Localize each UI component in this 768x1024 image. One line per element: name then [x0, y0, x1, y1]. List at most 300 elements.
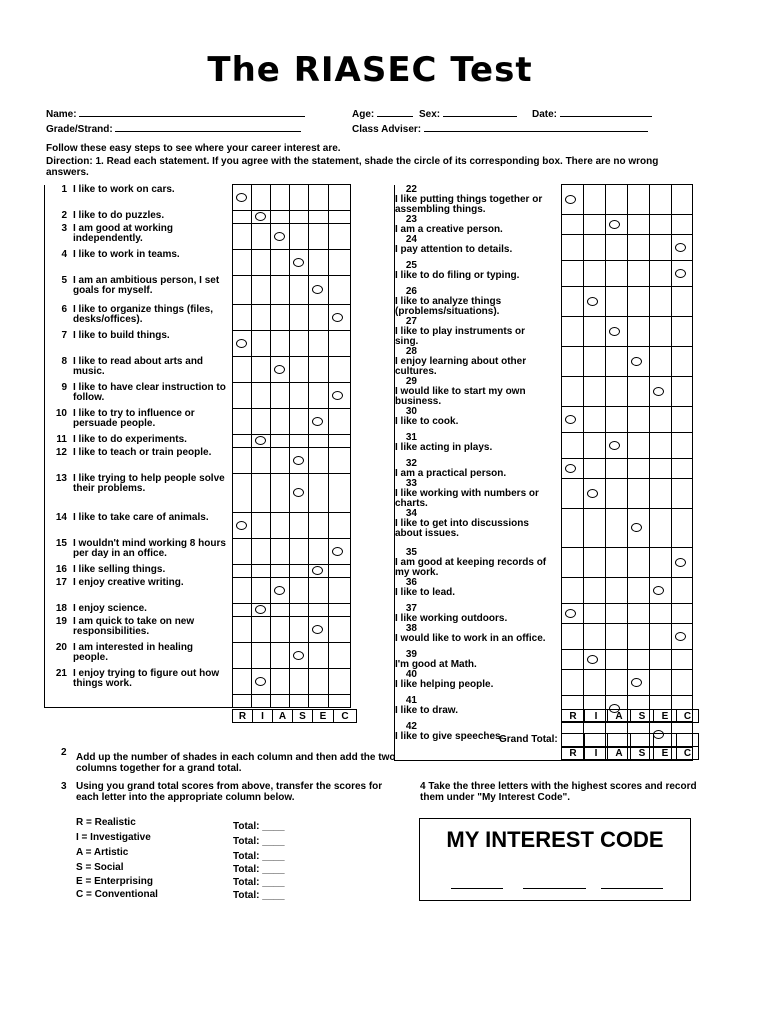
question-number: 29	[405, 375, 417, 387]
answer-box-c	[672, 287, 693, 317]
page-title: The RIASEC Test	[207, 50, 533, 90]
answer-box-s	[290, 224, 309, 250]
answer-circle[interactable]	[255, 677, 266, 686]
answer-circle[interactable]	[236, 521, 247, 530]
answer-box-i	[584, 215, 606, 235]
question-number: 14	[55, 511, 67, 523]
date-label: Date:	[532, 109, 558, 120]
grand-total-box-c[interactable]	[677, 734, 699, 747]
interest-code-blank-2[interactable]	[523, 887, 586, 889]
left-letter-i: I	[253, 710, 273, 723]
left-question-table	[44, 184, 351, 708]
right-letter-a: A	[608, 710, 631, 723]
name-field[interactable]	[46, 107, 305, 120]
grand-total-letter-e: E	[654, 747, 677, 760]
answer-box-a	[606, 433, 628, 459]
interest-code-blank-1[interactable]	[451, 887, 503, 889]
answer-box-a	[606, 287, 628, 317]
answer-box-e	[309, 331, 329, 357]
question-number: 42	[405, 720, 417, 732]
answer-box-s	[628, 509, 650, 548]
answer-circle[interactable]	[236, 339, 247, 348]
answer-box-c	[672, 578, 693, 604]
answer-box-s	[628, 347, 650, 377]
answer-box-s	[628, 433, 650, 459]
legend-total[interactable]: Total: ____	[233, 836, 285, 847]
answer-box-s	[628, 650, 650, 670]
answer-box-e	[309, 513, 329, 539]
grade-field[interactable]	[46, 122, 301, 135]
answer-box-s	[628, 235, 650, 261]
answer-box-e	[309, 604, 329, 617]
answer-box-i	[584, 604, 606, 624]
answer-circle[interactable]	[255, 436, 266, 445]
sex-line	[443, 107, 517, 117]
answer-circle[interactable]	[609, 327, 620, 336]
answer-box-r	[562, 459, 584, 479]
adviser-field[interactable]	[352, 122, 648, 135]
answer-box-a	[606, 215, 628, 235]
instructions-direction: Direction: 1. Read each statement. If you agree with the statement, shade the circle of its corresponding box. There are no wrong answers.	[46, 156, 659, 178]
answer-box-s	[290, 331, 309, 357]
question-cell	[395, 578, 562, 604]
question-cell	[395, 479, 562, 509]
answer-circle[interactable]	[255, 212, 266, 221]
answer-circle[interactable]	[312, 566, 323, 575]
answer-box-i	[252, 578, 271, 604]
question-text: I am good at keeping records of my work.	[395, 556, 547, 578]
answer-box-s	[290, 474, 309, 513]
question-cell	[45, 578, 233, 604]
left-letter-a: A	[273, 710, 293, 723]
question-text: I like to teach or train people.	[73, 446, 212, 458]
grand-total-letter-a: A	[608, 747, 631, 760]
answer-box-s	[290, 409, 309, 435]
question-text: I like to work in teams.	[73, 248, 180, 260]
answer-box-c	[672, 479, 693, 509]
age-field[interactable]	[352, 107, 413, 120]
legend-total[interactable]: Total: ____	[233, 890, 285, 901]
answer-circle[interactable]	[653, 387, 664, 396]
answer-box-i	[584, 235, 606, 261]
answer-box-s	[290, 250, 309, 276]
question-cell	[45, 513, 233, 539]
blank-box	[271, 695, 290, 708]
answer-box-r	[562, 185, 584, 215]
question-number: 13	[55, 472, 67, 484]
question-cell	[395, 317, 562, 347]
answer-box-s	[290, 185, 309, 211]
question-row	[45, 565, 351, 578]
legend-label: R = Realistic	[76, 817, 136, 828]
answer-box-r	[562, 261, 584, 287]
answer-box-s	[290, 357, 309, 383]
answer-box-r	[233, 224, 252, 250]
answer-box-i	[252, 513, 271, 539]
answer-box-r	[233, 617, 252, 643]
question-cell	[395, 604, 562, 624]
question-cell	[395, 185, 562, 215]
answer-box-r	[562, 377, 584, 407]
answer-circle[interactable]	[675, 558, 686, 567]
question-number: 36	[405, 576, 417, 588]
answer-box-i	[584, 433, 606, 459]
answer-box-e	[309, 185, 329, 211]
left-letter-e: E	[313, 710, 334, 723]
answer-box-s	[290, 539, 309, 565]
answer-box-a	[271, 250, 290, 276]
question-text: I like to organize things (files, desks/offices).	[73, 303, 214, 325]
answer-box-e	[650, 287, 672, 317]
question-text: I like to try to influence or persuade people.	[73, 407, 195, 429]
answer-box-c	[672, 377, 693, 407]
answer-box-r	[562, 624, 584, 650]
question-cell	[45, 250, 233, 276]
answer-circle[interactable]	[274, 365, 285, 374]
question-cell	[45, 669, 233, 695]
answer-circle[interactable]	[675, 243, 686, 252]
answer-box-c	[329, 435, 351, 448]
answer-box-i	[252, 409, 271, 435]
answer-circle[interactable]	[587, 489, 598, 498]
answer-box-s	[290, 578, 309, 604]
question-row	[45, 276, 351, 305]
answer-box-r	[233, 305, 252, 331]
answer-box-c	[329, 513, 351, 539]
answer-box-i	[584, 670, 606, 696]
step3-number: 3	[61, 781, 67, 792]
answer-box-r	[233, 513, 252, 539]
answer-box-r	[233, 669, 252, 695]
answer-box-i	[584, 287, 606, 317]
grand-total-box-s[interactable]	[631, 734, 654, 747]
answer-circle[interactable]	[312, 417, 323, 426]
answer-box-a	[271, 305, 290, 331]
question-cell	[45, 448, 233, 474]
answer-box-i	[584, 347, 606, 377]
question-number: 11	[56, 433, 67, 445]
answer-box-s	[290, 305, 309, 331]
answer-box-e	[650, 604, 672, 624]
sex-field[interactable]	[419, 107, 517, 120]
answer-box-i	[584, 185, 606, 215]
question-row	[395, 317, 693, 347]
answer-box-c	[329, 331, 351, 357]
question-text: I like to cook.	[395, 415, 459, 427]
answer-box-e	[309, 669, 329, 695]
answer-circle[interactable]	[631, 523, 642, 532]
answer-circle[interactable]	[609, 441, 620, 450]
answer-box-c	[329, 643, 351, 669]
legend-total[interactable]: Total: ____	[233, 821, 285, 832]
question-text: I like to have clear instruction to follow.	[73, 381, 226, 403]
question-cell	[45, 643, 233, 669]
answer-box-e	[309, 474, 329, 513]
answer-circle[interactable]	[293, 456, 304, 465]
answer-box-i	[584, 317, 606, 347]
answer-box-s	[628, 604, 650, 624]
answer-box-s	[628, 459, 650, 479]
answer-box-i	[252, 276, 271, 305]
answer-box-r	[233, 565, 252, 578]
answer-box-c	[329, 250, 351, 276]
answer-circle[interactable]	[675, 269, 686, 278]
question-text: I am good at working independently.	[73, 222, 174, 244]
answer-circle[interactable]	[312, 285, 323, 294]
legend-total[interactable]: Total: ____	[233, 864, 285, 875]
question-text: I like working with numbers or charts.	[395, 487, 539, 509]
question-text: I like to read about arts and music.	[73, 355, 204, 377]
answer-circle[interactable]	[565, 195, 576, 204]
interest-code-blank-3[interactable]	[601, 887, 663, 889]
question-cell	[395, 407, 562, 433]
answer-circle[interactable]	[675, 632, 686, 641]
question-number: 40	[405, 668, 417, 680]
question-text: I like selling things.	[73, 563, 166, 575]
answer-box-c	[329, 305, 351, 331]
answer-box-e	[309, 565, 329, 578]
answer-box-e	[650, 548, 672, 578]
answer-box-c	[329, 224, 351, 250]
answer-box-a	[606, 235, 628, 261]
answer-circle[interactable]	[565, 464, 576, 473]
question-text: I like to work on cars.	[73, 183, 175, 195]
question-cell	[395, 670, 562, 696]
blank-box	[329, 695, 351, 708]
step2-text: Add up the number of shades in each column and then add the two columns together for a grand total.	[76, 752, 396, 774]
answer-box-i	[252, 669, 271, 695]
answer-circle[interactable]	[609, 220, 620, 229]
answer-box-a	[606, 459, 628, 479]
answer-box-s	[290, 565, 309, 578]
question-text: I like acting in plays.	[395, 441, 493, 453]
answer-box-r	[562, 670, 584, 696]
grand-total-box-a[interactable]	[608, 734, 631, 747]
answer-box-e	[650, 459, 672, 479]
answer-box-c	[329, 185, 351, 211]
answer-box-i	[252, 357, 271, 383]
answer-box-r	[562, 548, 584, 578]
answer-box-i	[252, 643, 271, 669]
legend-label: I = Investigative	[76, 832, 151, 843]
answer-box-i	[584, 624, 606, 650]
question-text: I enjoy science.	[73, 602, 147, 614]
answer-box-e	[309, 578, 329, 604]
answer-box-r	[233, 185, 252, 211]
question-cell	[395, 235, 562, 261]
answer-circle[interactable]	[565, 415, 576, 424]
answer-box-c	[672, 215, 693, 235]
question-number: 18	[55, 602, 67, 614]
question-number: 24	[405, 233, 417, 245]
question-row	[45, 604, 351, 617]
answer-box-s	[290, 383, 309, 409]
answer-box-e	[309, 539, 329, 565]
answer-box-r	[233, 383, 252, 409]
answer-box-a	[271, 331, 290, 357]
answer-circle[interactable]	[274, 232, 285, 241]
answer-circle[interactable]	[565, 609, 576, 618]
adviser-label: Class Adviser:	[352, 124, 422, 135]
right-question-table	[394, 184, 693, 761]
answer-box-s	[628, 317, 650, 347]
answer-box-a	[271, 565, 290, 578]
answer-circle[interactable]	[293, 651, 304, 660]
answer-circle[interactable]	[274, 586, 285, 595]
question-number: 32	[405, 457, 417, 469]
right-letter-i: I	[585, 710, 608, 723]
answer-box-s	[628, 407, 650, 433]
name-label: Name:	[46, 109, 77, 120]
answer-box-r	[233, 435, 252, 448]
answer-box-e	[650, 624, 672, 650]
question-number: 16	[55, 563, 67, 575]
question-text: I am an ambitious person, I set goals for myself.	[73, 274, 220, 296]
answer-box-c	[329, 539, 351, 565]
question-row	[45, 474, 351, 513]
answer-box-r	[233, 250, 252, 276]
question-row	[45, 224, 351, 250]
question-row	[395, 604, 693, 624]
question-row	[395, 670, 693, 696]
answer-box-e	[309, 383, 329, 409]
question-row	[395, 650, 693, 670]
answer-circle[interactable]	[653, 586, 664, 595]
answer-box-i	[252, 224, 271, 250]
answer-box-c	[672, 185, 693, 215]
answer-circle[interactable]	[312, 625, 323, 634]
answer-circle[interactable]	[255, 605, 266, 614]
age-label: Age:	[352, 109, 375, 120]
answer-box-a	[606, 670, 628, 696]
legend-total[interactable]: Total: ____	[233, 877, 285, 888]
answer-box-e	[309, 643, 329, 669]
answer-circle[interactable]	[293, 488, 304, 497]
answer-box-a	[271, 211, 290, 224]
answer-box-r	[233, 643, 252, 669]
answer-box-c	[672, 407, 693, 433]
answer-box-a	[606, 479, 628, 509]
answer-box-r	[562, 347, 584, 377]
answer-box-i	[252, 604, 271, 617]
question-row	[395, 407, 693, 433]
answer-box-r	[562, 650, 584, 670]
grand-total-box-e[interactable]	[654, 734, 677, 747]
answer-box-c	[672, 261, 693, 287]
answer-box-c	[329, 357, 351, 383]
right-letter-row	[561, 709, 699, 723]
question-row	[395, 287, 693, 317]
answer-box-r	[562, 509, 584, 548]
question-text: I like to lead.	[395, 586, 456, 598]
answer-box-a	[271, 224, 290, 250]
question-row	[45, 578, 351, 604]
answer-circle[interactable]	[631, 357, 642, 366]
grand-total-table[interactable]	[561, 733, 699, 760]
answer-box-e	[650, 347, 672, 377]
left-letter-r: R	[233, 710, 253, 723]
answer-box-i	[584, 377, 606, 407]
answer-box-e	[309, 409, 329, 435]
age-line	[377, 107, 413, 117]
answer-box-a	[606, 548, 628, 578]
answer-box-c	[672, 433, 693, 459]
question-cell	[395, 548, 562, 578]
question-cell	[45, 409, 233, 435]
answer-box-s	[290, 513, 309, 539]
answer-box-a	[606, 624, 628, 650]
legend-total[interactable]: Total: ____	[233, 851, 285, 862]
question-number: 6	[61, 303, 67, 315]
question-number: 9	[61, 381, 67, 393]
blank-box	[290, 695, 309, 708]
question-number: 19	[55, 615, 67, 627]
answer-circle[interactable]	[332, 547, 343, 556]
answer-circle[interactable]	[293, 258, 304, 267]
answer-box-a	[271, 513, 290, 539]
answer-box-s	[290, 435, 309, 448]
instructions-intro: Follow these easy steps to see where your career interest are.	[46, 143, 341, 154]
question-cell	[395, 459, 562, 479]
answer-box-e	[650, 670, 672, 696]
question-cell	[395, 509, 562, 548]
answer-box-e	[650, 377, 672, 407]
answer-box-r	[562, 407, 584, 433]
answer-box-e	[309, 250, 329, 276]
blank-box	[252, 695, 271, 708]
date-field[interactable]	[532, 107, 652, 120]
date-line	[560, 107, 652, 117]
grand-total-box-i[interactable]	[585, 734, 608, 747]
grand-total-letter-r: R	[562, 747, 585, 760]
answer-box-a	[606, 377, 628, 407]
question-text: I like to give speeches.	[395, 730, 504, 742]
answer-circle[interactable]	[631, 678, 642, 687]
answer-box-s	[628, 215, 650, 235]
question-cell	[395, 650, 562, 670]
question-number: 5	[61, 274, 67, 286]
question-text: I like trying to help people solve their problems.	[73, 472, 225, 494]
answer-circle[interactable]	[332, 391, 343, 400]
question-row	[395, 261, 693, 287]
question-number: 31	[405, 431, 417, 443]
answer-box-c	[329, 617, 351, 643]
answer-box-e	[309, 617, 329, 643]
question-text: I am a practical person.	[395, 467, 507, 479]
interest-code-title: MY INTEREST CODE	[446, 827, 664, 852]
question-text: I pay attention to details.	[395, 243, 513, 255]
answer-box-a	[271, 409, 290, 435]
answer-box-i	[584, 261, 606, 287]
answer-circle[interactable]	[587, 655, 598, 664]
answer-box-c	[329, 474, 351, 513]
answer-box-i	[252, 539, 271, 565]
grand-total-box-r[interactable]	[562, 734, 585, 747]
question-row	[45, 211, 351, 224]
answer-box-s	[290, 643, 309, 669]
question-text: I like to get into discussions about issues.	[395, 517, 529, 539]
answer-box-a	[271, 383, 290, 409]
question-text: I like to do puzzles.	[73, 209, 165, 221]
question-number: 22	[405, 183, 417, 195]
question-row	[395, 433, 693, 459]
answer-circle[interactable]	[587, 297, 598, 306]
answer-circle[interactable]	[332, 313, 343, 322]
question-row	[45, 383, 351, 409]
answer-box-r	[233, 539, 252, 565]
answer-circle[interactable]	[236, 193, 247, 202]
answer-box-r	[233, 578, 252, 604]
